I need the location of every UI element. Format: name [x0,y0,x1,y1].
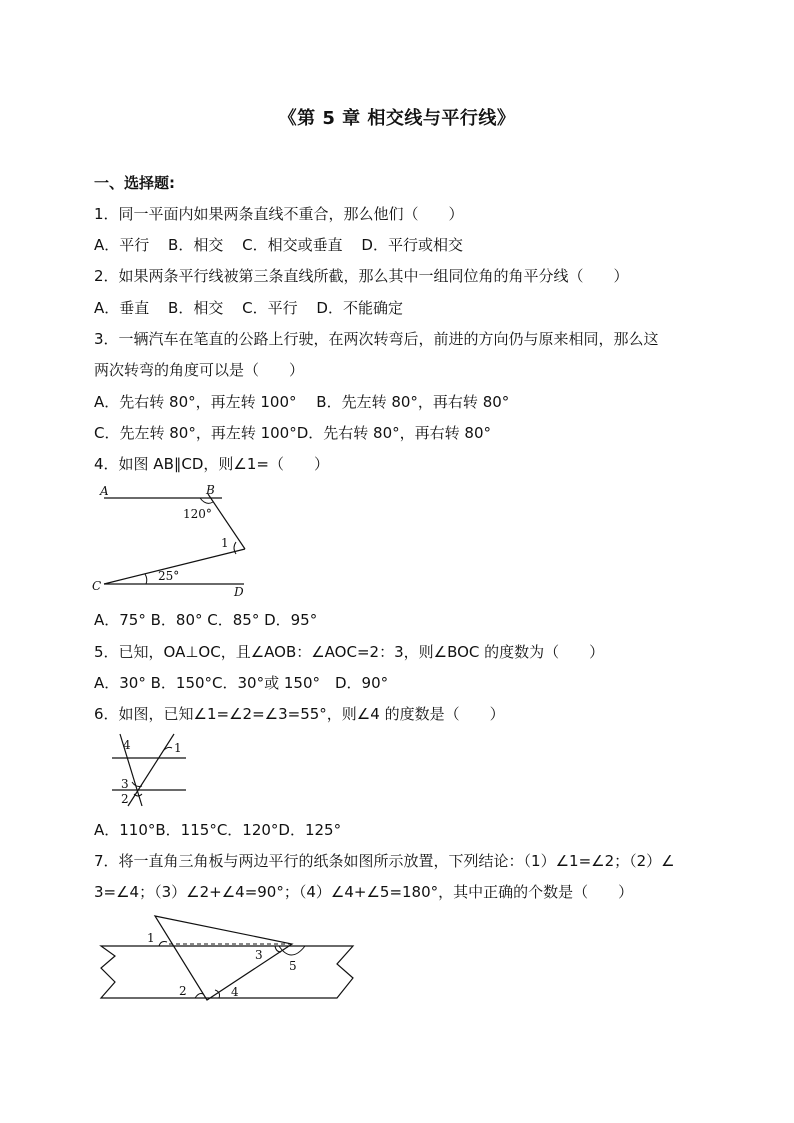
label-3: 3 [255,948,263,962]
label-4: 4 [123,738,131,752]
q1-option-c: C．相交或垂直 [242,236,343,254]
label-4: 4 [231,985,239,999]
q4-figure [90,480,270,600]
label-3: 3 [121,777,129,791]
paper-strip [101,946,353,998]
q2-option-a: A．垂直 [94,299,150,317]
label-angle-1: 1 [221,536,229,550]
triangle [155,916,292,1000]
label-5: 5 [289,959,297,973]
label-angle-b: 120° [183,507,212,521]
q2-option-b: B．相交 [168,299,224,317]
q7-figure [95,912,360,1007]
angle-1-arc [159,942,167,947]
angle-2-arc [195,994,203,999]
q7-text-line1: 7．将一直角三角板与两边平行的纸条如图所示放置，下列结论：（1）∠1=∠2；（2）∠ [94,852,675,870]
q1-option-b: B．相交 [168,236,224,254]
q4-options: A．75° B．80° C．85° D．95° [94,611,318,629]
q3-text-line2: 两次转弯的角度可以是（ ） [94,361,305,379]
label-c: C [92,579,102,593]
label-2: 2 [121,792,129,806]
page-title: 《第 5 章 相交线与平行线》 [278,108,516,129]
angle-5-arc [279,946,305,955]
q6-text: 6．如图，已知∠1=∠2=∠3=55°，则∠4 的度数是（ ） [94,705,505,723]
q1-option-a: A．平行 [94,236,150,254]
q3-text-line1: 3．一辆汽车在笔直的公路上行驶，在两次转弯后，前进的方向仍与原来相同，那么这 [94,330,659,348]
label-a: A [100,484,109,498]
q2-options [94,298,403,318]
section-heading: 一、选择题: [94,174,175,192]
label-angle-c: 25° [158,569,180,583]
q1-text: 1．同一平面内如果两条直线不重合，那么他们（ ） [94,205,464,223]
q2-text: 2．如果两条平行线被第三条直线所截，那么其中一组同位角的角平分线（ ） [94,267,629,285]
q4-text: 4．如图 AB∥CD，则∠1=（ ） [94,455,329,473]
q7-text-line2: 3=∠4；（3）∠2+∠4=90°；（4）∠4+∠5=180°，其中正确的个数是（ ） [94,883,634,901]
angle-c-arc [145,574,147,584]
q5-options: A．30° B．150°C．30°或 150° D．90° [94,674,389,692]
q5-text: 5．已知，OA⊥OC，且∠AOB：∠AOC=2：3，则∠BOC 的度数为（ ） [94,643,605,661]
q1-option-d: D．平行或相交 [361,236,463,254]
label-b: B [206,483,215,497]
label-2: 2 [179,984,187,998]
label-1: 1 [174,741,182,755]
q6-options: A．110°B．115°C．120°D．125° [94,821,342,839]
q2-option-c: C．平行 [242,299,298,317]
label-d: D [234,585,244,599]
q1-options [94,235,463,255]
q6-figure [112,730,192,810]
q3-options-line2: C．先左转 80°，再左转 100°D．先右转 80°，再右转 80° [94,424,491,442]
q3-options-line1: A．先右转 80°，再左转 100° B．先左转 80°，再右转 80° [94,393,510,411]
q2-option-d: D．不能确定 [316,299,403,317]
label-1: 1 [147,931,155,945]
